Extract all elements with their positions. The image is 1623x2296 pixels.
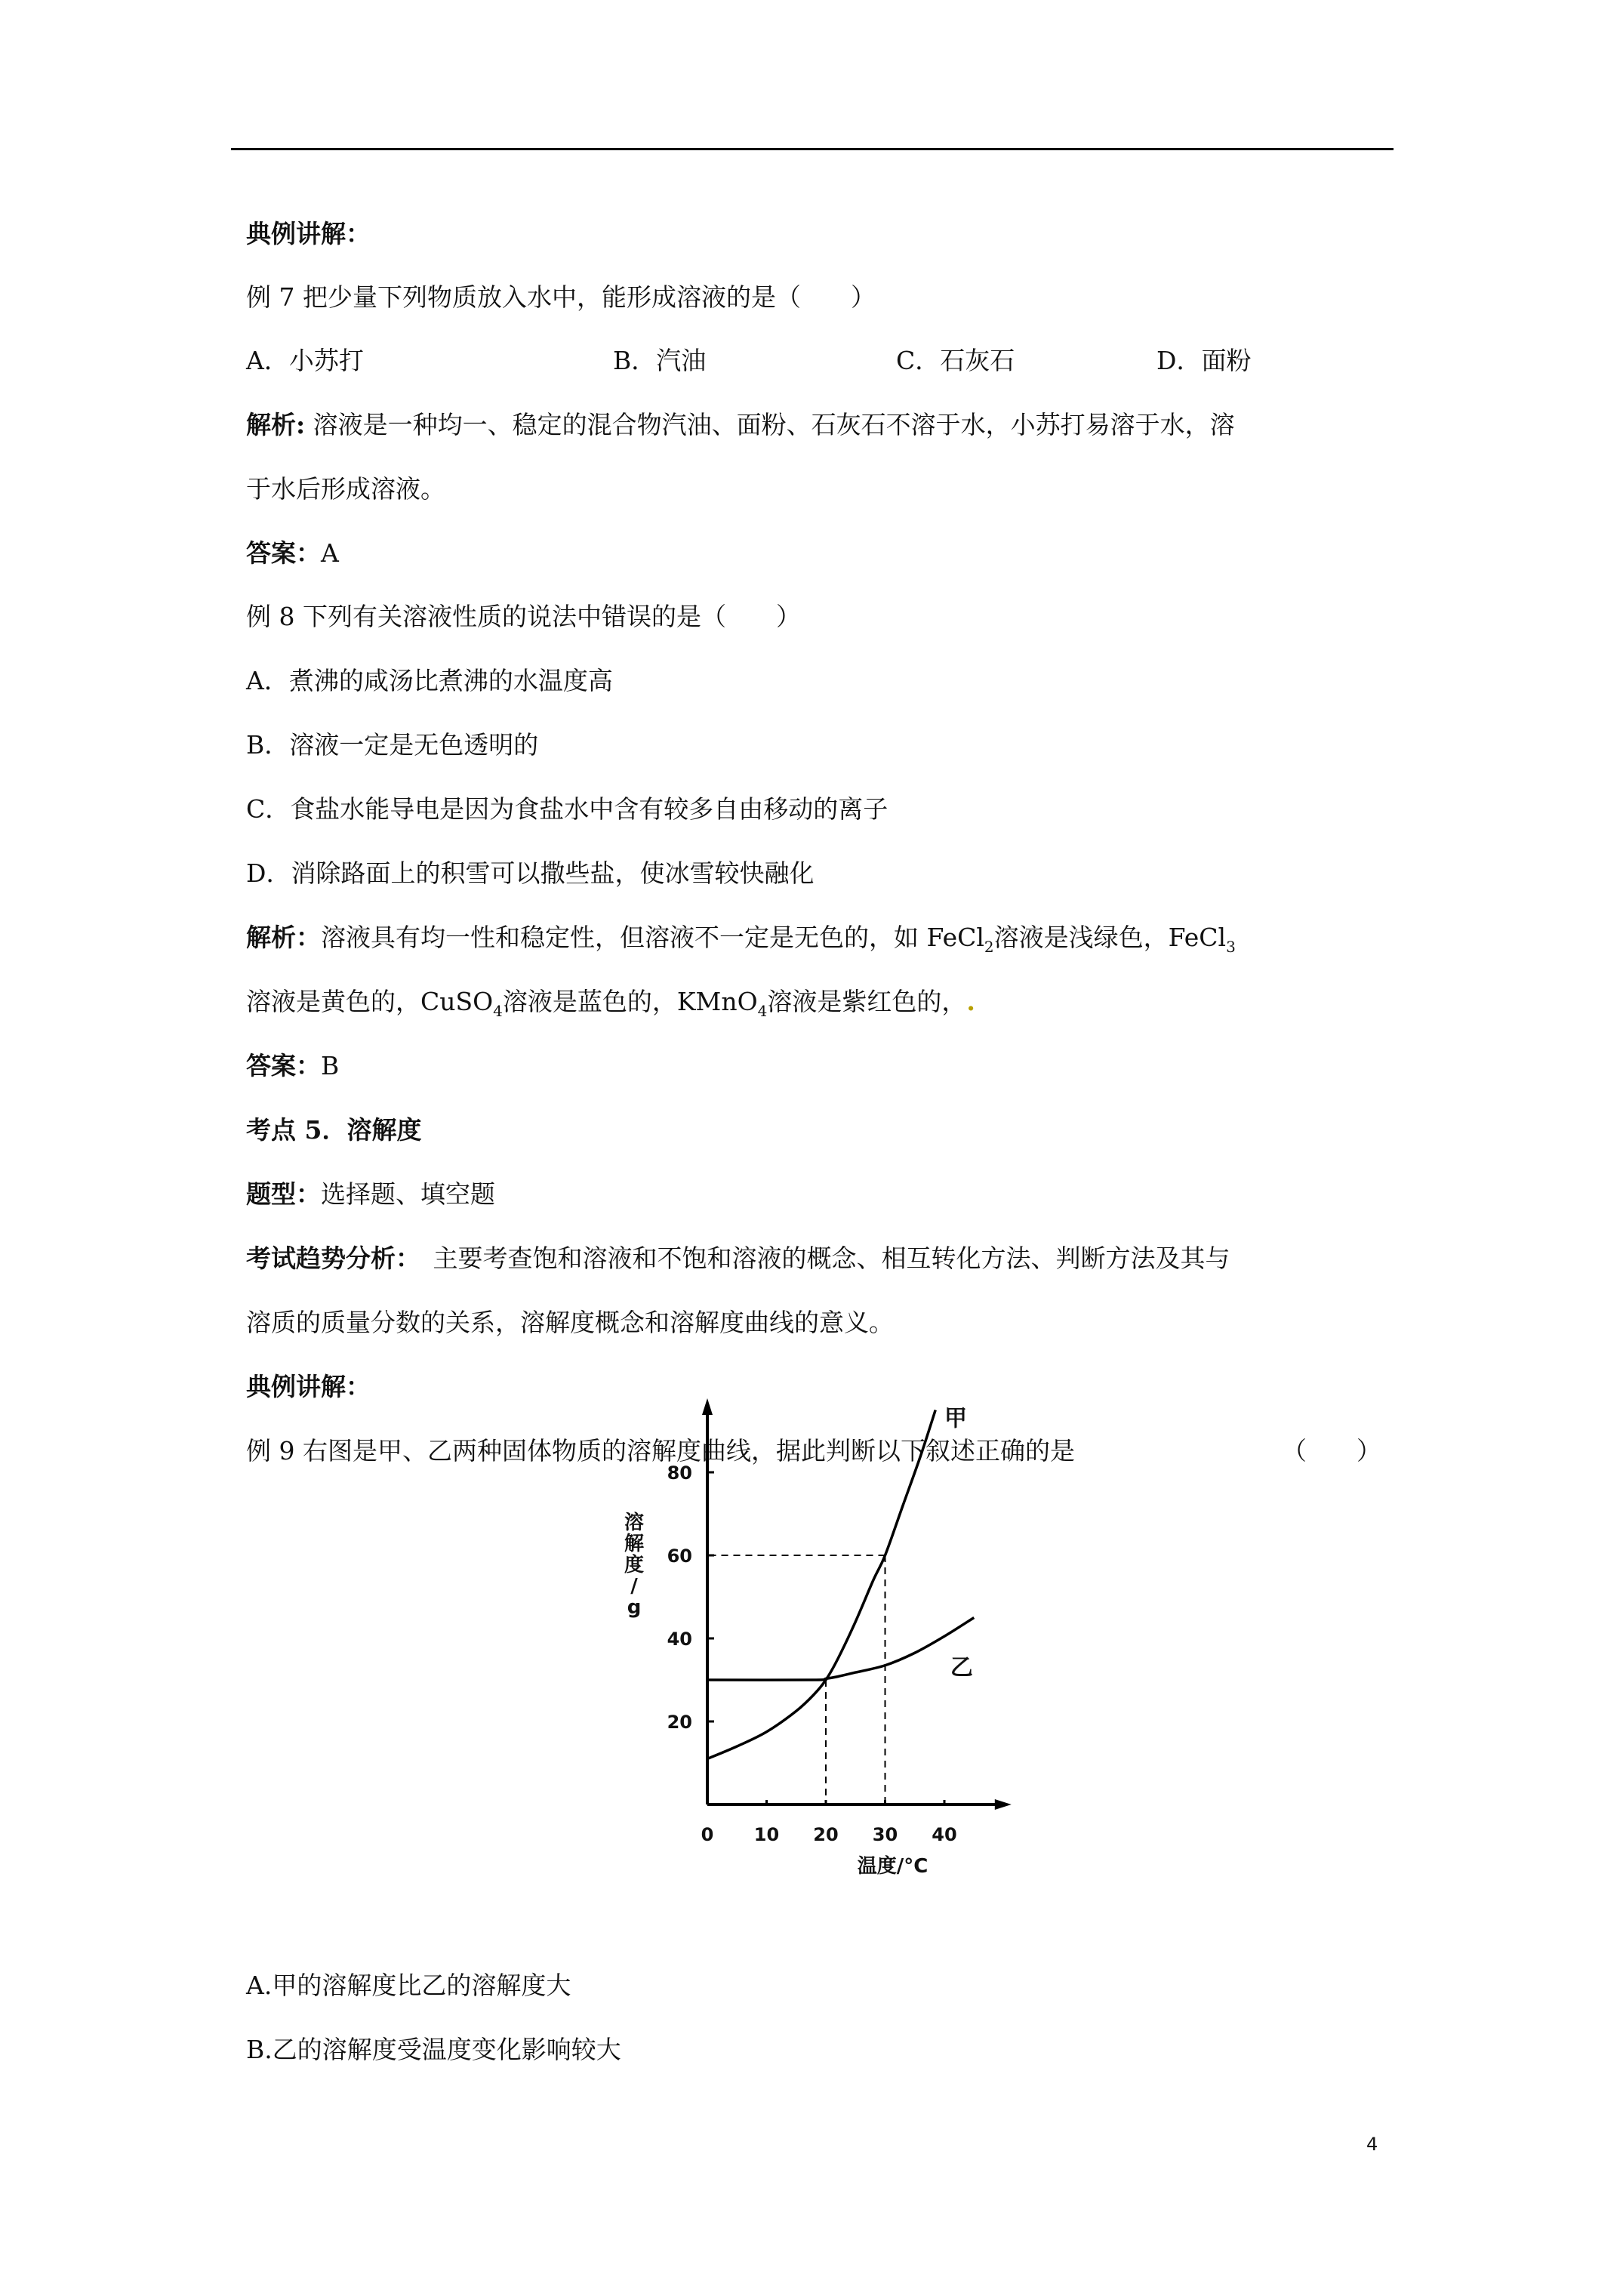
example8-option-c: C．食盐水能导电是因为食盐水中含有较多自由移动的离子	[246, 794, 888, 824]
example8-option-b: B．溶液一定是无色透明的	[246, 730, 539, 760]
analysis-text: 溶液是黄色的，CuSO	[246, 987, 494, 1016]
analysis-label: 解析:	[246, 410, 306, 439]
heading-examples-2: 典例讲解：	[246, 1372, 371, 1401]
x-tick-label: 0	[701, 1824, 714, 1845]
example7-option-c: C．石灰石	[896, 346, 1015, 375]
analysis-text: 溶液是紫红色的，	[767, 987, 967, 1016]
analysis-text: 溶液是蓝色的，KMnO	[502, 987, 758, 1016]
example7-option-d: D．面粉	[1156, 346, 1252, 375]
y-axis-label-char: 解	[624, 1533, 645, 1555]
page-number: 4	[1366, 2134, 1378, 2155]
subscript: 2	[984, 938, 994, 956]
analysis-text: 溶液是浅绿色，FeCl	[993, 923, 1227, 952]
y-tick-label: 40	[667, 1629, 692, 1650]
answer-label: 答案：	[246, 1051, 321, 1080]
section-title: 考点 5．溶解度	[246, 1115, 422, 1145]
analysis-label: 解析：	[246, 923, 321, 952]
heading-examples-1: 典例讲解：	[246, 219, 371, 248]
example7-option-a: A．小苏打	[246, 346, 364, 375]
series-label: 甲	[944, 1405, 967, 1432]
y-tick-label: 60	[667, 1546, 692, 1567]
y-axis-label-char: 溶	[624, 1512, 645, 1534]
example8-option-d: D．消除路面上的积雪可以撒些盐，使冰雪较快融化	[246, 858, 815, 888]
y-axis-label-char: 度	[624, 1554, 645, 1576]
y-tick-label: 80	[667, 1462, 692, 1484]
analysis-text: 溶液是一种均一、稳定的混合物汽油、面粉、石灰石不溶于水，小苏打易溶于水，溶	[305, 410, 1235, 439]
answer-value: A	[321, 538, 339, 568]
example9-option-a: A.甲的溶解度比乙的溶解度大	[246, 1971, 571, 2000]
question-type	[246, 1178, 495, 1211]
example7-analysis-line2: 于水后形成溶液。	[246, 474, 445, 504]
analysis-text: 溶液具有均一性和稳定性，但溶液不一定是无色的，如 FeCl	[321, 923, 984, 952]
x-tick-label: 30	[872, 1824, 898, 1845]
x-tick-label: 20	[813, 1824, 839, 1845]
header-rule	[231, 148, 1394, 150]
series-line-yi	[707, 1618, 974, 1681]
x-axis-arrow	[995, 1799, 1012, 1810]
example8-answer	[246, 1049, 339, 1083]
example8-analysis-line2	[246, 985, 975, 1019]
x-tick-label: 10	[753, 1824, 780, 1845]
example7-answer	[246, 537, 339, 570]
type-value: 选择题、填空题	[321, 1179, 495, 1209]
trend-label: 考试趋势分析：	[246, 1244, 408, 1273]
x-tick-label: 40	[932, 1824, 957, 1845]
answer-value: B	[321, 1051, 340, 1080]
y-axis-label-char: g	[627, 1596, 642, 1619]
example7-analysis-line1	[246, 408, 1235, 442]
answer-label: 答案：	[246, 538, 321, 568]
y-tick-label: 20	[667, 1712, 692, 1733]
trend-line2: 溶质的质量分数的关系，溶解度概念和溶解度曲线的意义。	[246, 1308, 894, 1337]
trend-line1	[246, 1242, 1230, 1275]
subscript: 4	[493, 1002, 503, 1020]
example8-option-a: A．煮沸的咸汤比煮沸的水温度高	[246, 666, 613, 695]
subscript: 4	[757, 1002, 768, 1020]
example7-option-b: B．汽油	[613, 346, 707, 375]
example9-bracket: （ ）	[1282, 1436, 1381, 1465]
example8-question: 例 8 下列有关溶液性质的说法中错误的是（ ）	[246, 602, 801, 631]
type-label: 题型：	[246, 1179, 321, 1209]
trend-text: 主要考查饱和溶液和不饱和溶液的概念、相互转化方法、判断方法及其与	[408, 1244, 1230, 1273]
subscript: 3	[1226, 938, 1236, 956]
series-label: 乙	[950, 1654, 973, 1681]
example9-option-b: B.乙的溶解度受温度变化影响较大	[246, 2035, 621, 2064]
y-axis-label-char: /	[630, 1575, 638, 1598]
x-axis-label: 温度/°C	[857, 1855, 929, 1878]
example8-analysis-line1	[246, 921, 1236, 954]
stray-mark: .	[966, 987, 975, 1016]
example7-question: 例 7 把少量下列物质放入水中，能形成溶液的是（ ）	[246, 282, 876, 312]
y-axis-arrow	[702, 1398, 713, 1415]
example9-question: 例 9 右图是甲、乙两种固体物质的溶解度曲线，据此判断以下叙述正确的是	[246, 1436, 1075, 1465]
